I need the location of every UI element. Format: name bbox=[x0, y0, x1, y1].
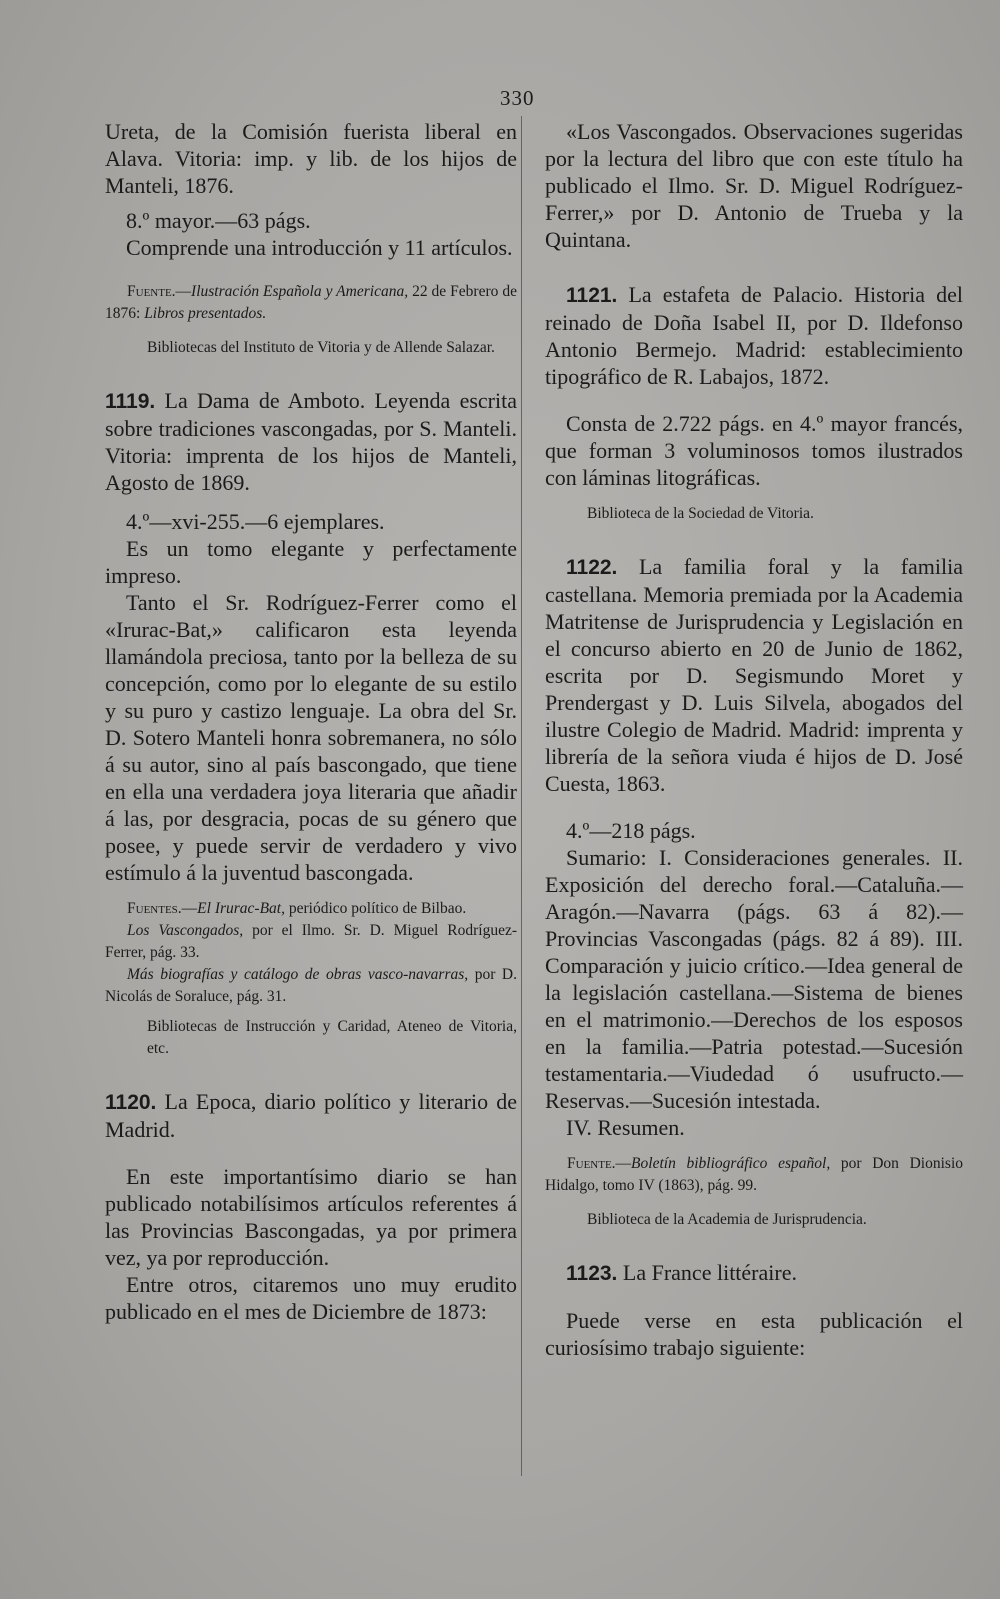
source-detail: por Don Dionisio Hidalgo, tomo IV (1863), pág. 99. bbox=[545, 1155, 964, 1194]
source-title: Boletín bibliográfico español, bbox=[631, 1155, 831, 1172]
summary-item: IV. Resumen. bbox=[566, 1115, 685, 1140]
entry-1120 bbox=[105, 1088, 517, 1143]
source-date: 22 de Febrero de 1876: bbox=[105, 283, 517, 322]
library-note: Bibliotecas de Instrucción y Caridad, Ateneo de Vitoria, etc. bbox=[147, 1018, 517, 1057]
entry-number: 1121. bbox=[566, 284, 618, 307]
entry-number: 1122. bbox=[566, 556, 618, 579]
entry-number: 1120. bbox=[105, 1091, 157, 1114]
library-note: Bibliotecas del Instituto de Vitoria y de Allende Salazar. bbox=[147, 339, 495, 356]
description: Comprende una introducción y 11 artículos. bbox=[126, 235, 513, 260]
description: Consta de 2.722 págs. en 4.º mayor francés, que forman 3 voluminosos tomos ilustrados con láminas litográficas. bbox=[545, 411, 963, 490]
library-note: Biblioteca de la Sociedad de Vitoria. bbox=[587, 505, 814, 522]
source-detail: por el Ilmo. Sr. D. Miguel Rodríguez-Ferrer, pág. 33. bbox=[105, 922, 517, 961]
source-title: Más biografías y catálogo de obras vasco-navarras, bbox=[127, 966, 469, 983]
entry-title: La France littéraire. bbox=[617, 1260, 797, 1285]
description: Es un tomo elegante y perfectamente impreso. bbox=[105, 536, 517, 588]
source-title: El Irurac-Bat, bbox=[197, 900, 285, 917]
summary: Sumario: I. Consideraciones generales. II. Exposición del derecho foral.—Cataluña.—Aragón.—Navarra (págs. 63 á 82).—Provincias Vascongadas (págs. 82 á 89). III. Comparación y juicio crítico.—Idea general de la legislación castellana.—Sistema de bienes en el matrimonio.—Derechos de los esposos en la familia.—Patria potestad.—Sucesión testamentaria.—Viudedad ó usufructo.—Reservas.—Sucesión intestada. bbox=[545, 845, 963, 1113]
library-note: Biblioteca de la Academia de Jurisprudencia. bbox=[587, 1211, 867, 1228]
source-section: Libros presentados. bbox=[144, 305, 267, 322]
source-title: Los Vascongados, bbox=[127, 922, 244, 939]
source-label: Fuente.— bbox=[127, 283, 192, 300]
entry-title: La Epoca, diario político y literario de Madrid. bbox=[105, 1089, 517, 1142]
source-detail: por D. Nicolás de Soraluce, pág. 31. bbox=[105, 966, 518, 1005]
sources-note bbox=[105, 964, 517, 1008]
format-line: 8.º mayor.—63 págs. bbox=[126, 208, 311, 233]
entry-1119 bbox=[105, 387, 517, 496]
source-label: Fuente.— bbox=[567, 1155, 632, 1172]
entry-title: La familia foral y la familia castellana. Memoria premiada por la Academia Matritense de Jurisprudencia y Legislación en el concurso abierto en 20 de Junio de 1862, escrita por D. Segismundo Moret y Prendergast y D. Luis Silvela, abogados del ilustre Colegio de Madrid. Madrid: imprenta y librería de la señora viuda é hijos de D. José Cuesta, 1863. bbox=[545, 554, 963, 796]
source-note bbox=[105, 281, 517, 325]
description: Puede verse en esta publicación el curiosísimo trabajo siguiente: bbox=[545, 1308, 963, 1360]
description: En este importantísimo diario se han publicado notabilísimos artículos referentes á las Provincias Bascongadas, ya por primera vez, ya por reproducción. bbox=[105, 1164, 517, 1270]
source-detail: periódico político de Bilbao. bbox=[285, 900, 467, 917]
entry-1123 bbox=[545, 1259, 963, 1287]
description: Entre otros, citaremos uno muy erudito publicado en el mes de Diciembre de 1873: bbox=[105, 1272, 517, 1324]
entry-1122 bbox=[545, 553, 963, 797]
format-line: 4.º—xvi-255.—6 ejemplares. bbox=[126, 509, 385, 534]
left-column bbox=[105, 118, 517, 1325]
description: Tanto el Sr. Rodríguez-Ferrer como el «Irurac-Bat,» calificaron esta leyenda llamándola preciosa, tanto por la belleza de su concepción, como por lo elegante de su estilo y su puro y castizo lenguaje. La obra del Sr. D. Sotero Manteli honra sobremanera, no sólo á su autor, sino al país bascongado, que tiene en ella una verdadera joya literaria que añadir á las, por desgracia, pocas de su género que posee, y puede servir de verdadero y vivo estímulo á la juventud bascongada. bbox=[105, 590, 517, 885]
source-note bbox=[545, 1153, 963, 1197]
entry-continuation: «Los Vascongados. Observaciones sugeridas por la lectura del libro que con este título ha publicado el Ilmo. Sr. D. Miguel Rodríguez-Ferrer,» por D. Antonio de Trueba y la Quintana. bbox=[545, 119, 963, 252]
entry-continuation: Ureta, de la Comisión fuerista liberal en Alava. Vitoria: imp. y lib. de los hijos de Manteli, 1876. bbox=[105, 119, 517, 198]
page-number: 330 bbox=[500, 86, 535, 110]
entry-title: La estafeta de Palacio. Historia del reinado de Doña Isabel II, por D. Ildefonso Antonio Bermejo. Madrid: establecimiento tipográfico de R. Labajos, 1872. bbox=[545, 282, 963, 389]
sources-note bbox=[105, 920, 517, 964]
entry-title: La Dama de Amboto. Leyenda escrita sobre tradiciones vascongadas, por S. Manteli. Vitoria: imprenta de los hijos de Manteli, Agosto de 1869. bbox=[105, 388, 517, 495]
format-line: 4.º—218 págs. bbox=[566, 818, 696, 843]
entry-number: 1119. bbox=[105, 390, 156, 413]
entry-number: 1123. bbox=[566, 1262, 618, 1285]
entry-1121 bbox=[545, 281, 963, 390]
right-column bbox=[545, 118, 963, 1361]
sources-note bbox=[105, 898, 517, 920]
column-divider bbox=[521, 116, 522, 1476]
source-label: Fuentes.— bbox=[127, 900, 198, 917]
source-title: Ilustración Española y Americana, bbox=[191, 283, 409, 300]
